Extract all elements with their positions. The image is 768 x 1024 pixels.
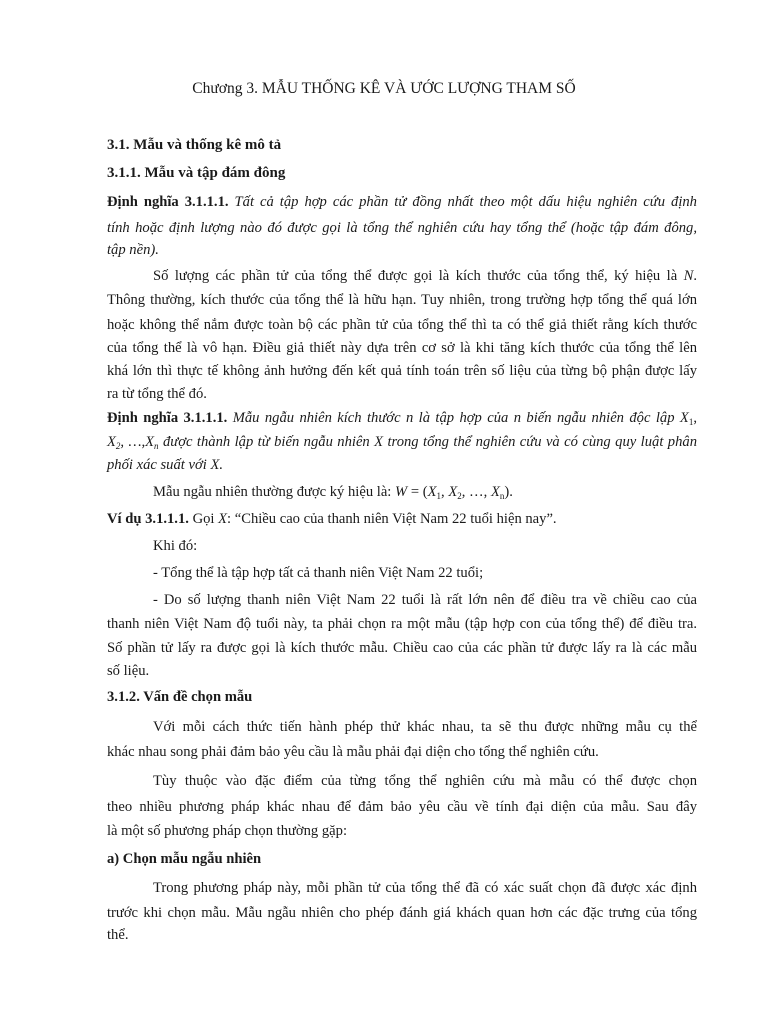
chapter-title: Chương 3. MẪU THỐNG KÊ VÀ ƯỚC LƯỢNG THAM SỐ	[192, 80, 576, 97]
definition-1-label: Định nghĩa 3.1.1.1.	[107, 194, 229, 210]
heading-3-1-1: 3.1.1. Mẫu và tập đám đông	[107, 165, 286, 181]
definition-2-line-2: $X_2$, $\dots,X_n$ được thành lập từ biến ngẫu nhiên X trong tổng thể nghiên cứu và có cùng quy luật phân	[107, 434, 697, 451]
para-1-line-6: ra từ tổng thể đó.	[107, 386, 207, 402]
heading-a: a) Chọn mẫu ngẫu nhiên	[107, 851, 262, 867]
para-2-line-2: khác nhau song phải đảm bảo yêu cầu là mẫu phải đại diện cho tổng thể nghiên cứu.	[107, 744, 599, 760]
para-1-line-2: Thông thường, kích thước của tổng thể là hữu hạn. Tuy nhiên, trong trường hợp tổng thể quá lớn	[107, 292, 697, 308]
bullet-2-line-1: - Do số lượng thanh niên Việt Nam 22 tuổi là rất lớn nên để điều tra về chiều cao của	[153, 592, 697, 608]
para-4-line-2: trước khi chọn mẫu. Mẫu ngẫu nhiên cho phép đánh giá khách quan hơn các đặc trưng của tổng	[107, 905, 697, 921]
heading-3-1-2: 3.1.2. Vấn đề chọn mẫu	[107, 689, 253, 705]
para-2-line-1: Với mỗi cách thức tiến hành phép thử khác nhau, ta sẽ thu được những mẫu cụ thể	[153, 719, 697, 735]
example-1-line: Ví dụ 3.1.1.1. Gọi X: “Chiều cao của thanh niên Việt Nam 22 tuổi hiện nay”.	[107, 511, 557, 527]
para-3-line-1: Tùy thuộc vào đặc điểm của từng tổng thể nghiên cứu mà mẫu có thể được chọn	[153, 773, 697, 789]
para-1-line-5: khá lớn thì thực tế không ảnh hưởng đến kết quả tính toán trên số liệu của từng bộ phận được lấy	[107, 363, 697, 379]
para-1-line-4: của tổng thể là vô hạn. Điều giả thiết này dựa trên cơ sở là khi tăng kích thước của tổng thể lên	[107, 340, 697, 356]
para-1-line-1: Số lượng các phần tử của tổng thể được gọi là kích thước của tổng thể, ký hiệu là N.	[153, 268, 697, 284]
definition-1-line-1: Định nghĩa 3.1.1.1. Tất cả tập hợp các phần tử đồng nhất theo một dấu hiệu nghiên cứu định	[107, 194, 697, 210]
sample-notation-line: Mẫu ngẫu nhiên thường được ký hiệu là: $W = (X_1$, $X_2$, …, $X_n$).	[153, 484, 513, 501]
bullet-2-line-3: Số phần tử lấy ra được gọi là kích thước mẫu. Chiều cao của các phần tử được lấy ra là các mẫu	[107, 640, 697, 656]
definition-2-line-3: phối xác suất với X.	[107, 457, 224, 473]
bullet-2-line-2: thanh niên Việt Nam độ tuổi này, ta phải chọn ra một mẫu (tập hợp con của tổng thể) để điều tra.	[107, 616, 697, 632]
bullet-2-line-4: số liệu.	[107, 663, 150, 679]
para-3-line-3: là một số phương pháp chọn thường gặp:	[107, 823, 347, 839]
para-4-line-1: Trong phương pháp này, mỗi phần tử của tổng thể đã có xác suất chọn đã được xác định	[153, 880, 697, 896]
para-1-line-3: hoặc không thể nắm được toàn bộ các phần tử của tổng thể thì ta có thể giả thiết rằng kích thước	[107, 317, 697, 333]
definition-2-line-1: Định nghĩa 3.1.1.1. Mẫu ngẫu nhiên kích thước n là tập hợp của n biến ngẫu nhiên độc lập $X_1$,	[107, 410, 697, 427]
bullet-1: - Tổng thể là tập hợp tất cả thanh niên Việt Nam 22 tuổi;	[153, 565, 484, 581]
para-3-line-2: theo nhiều phương pháp khác nhau để đảm bảo yêu cầu về tính đại diện của mẫu. Sau đây	[107, 799, 697, 815]
example-1-label: Ví dụ 3.1.1.1.	[107, 511, 189, 527]
definition-1-line-3: tập nền).	[107, 242, 159, 258]
khi-do-line: Khi đó:	[153, 538, 198, 554]
definition-2-label: Định nghĩa 3.1.1.1.	[107, 410, 228, 426]
heading-3-1: 3.1. Mẫu và thống kê mô tả	[107, 137, 282, 153]
para-4-line-3: thể.	[107, 927, 129, 943]
definition-1-line-2: tính hoặc định lượng nào đó được gọi là tổng thể nghiên cứu hay tổng thể (hoặc tập đám đông,	[107, 220, 697, 236]
